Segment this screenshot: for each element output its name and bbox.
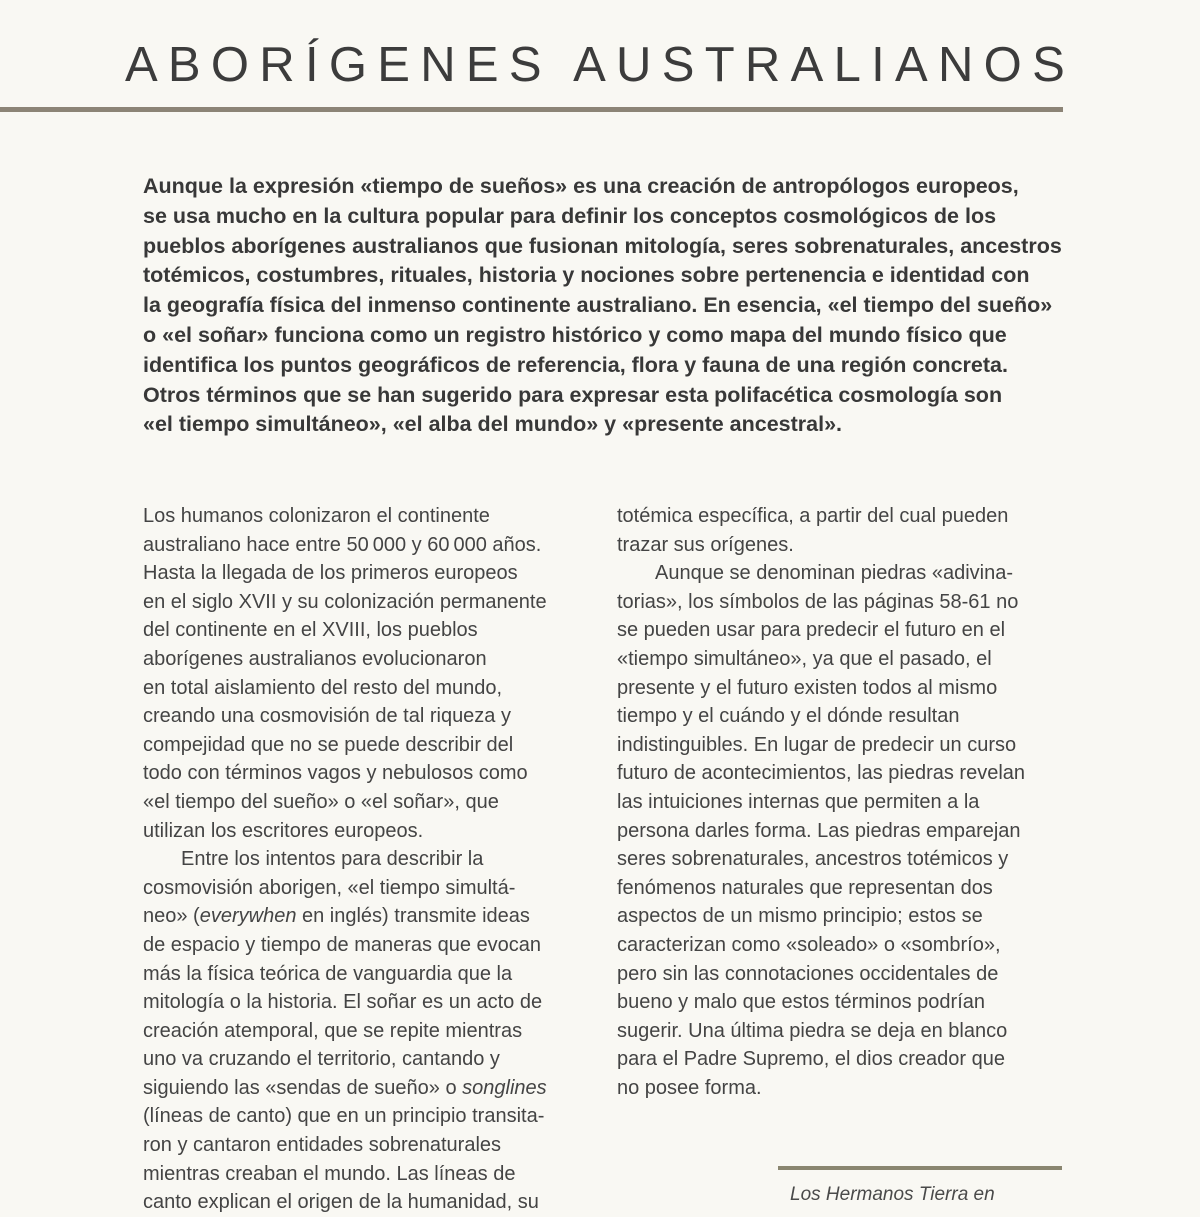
top-divider: [0, 107, 1063, 112]
right-column-text: totémica específica, a partir del cual pueden trazar sus orígenes. Aunque se denominan piedras «adivina- torias», los símbolos de las páginas 58-61 no se pueden usar para predecir el futuro en el «tiempo simultáneo», ya que el pasado, el presente y el futuro existen todos al mismo tiempo y el cuándo y el dónde resultan indistinguibles. En lugar de predecir un curso futuro de acontecimientos, las piedras revelan las intuiciones internas que permiten a la persona darles forma. Las piedras emparejan seres sobrenaturales, ancestros totémicos y fenómenos naturales que representan dos aspectos de un mismo principio; estos se caracterizan como «soleado» o «sombrío», pero sin las connotaciones occidentales de bueno y malo que estos términos podrían sugerir. Una última piedra se deja en blanco para el Padre Supremo, el dios creador que no posee forma.: [617, 505, 1026, 1099]
intro-paragraph: Aunque la expresión «tiempo de sueños» es una creación de antropólogos europeos, se usa mucho en la cultura popular para definir los conceptos cosmológicos de los pueblos aborígenes australianos que fusionan mitología, seres sobrenaturales, ancestros totémicos, costumbres, rituales, historia y nociones sobre pertenencia e identidad con la geografía física del inmenso continente australiano. En esencia, «el tiempo del sueño» o «el soñar» funciona como un registro histórico y como mapa del mundo físico que identifica los puntos geográficos de referencia, flora y fauna de una región concreta. Otros términos que se han sugerido para expresar esta polifacética cosmología son «el tiempo simultáneo», «el alba del mundo» y «presente ancestral».: [143, 174, 1062, 437]
page-title: ABORÍGENES AUSTRALIANOS: [124, 37, 1076, 92]
image-caption: Los Hermanos Tierra en: [790, 1184, 995, 1206]
left-column: Los humanos colonizaron el continente australiano hace entre 50 000 y 60 000 años. Hasta la llegada de los primeros europeos en el siglo XVII y su colonización permanente del continente en el XVIII, los pueblos aborígenes australianos evolucionaron en total aislamiento del resto del mundo, creando una cosmovisión de tal riqueza y compejidad que no se puede describir del todo con términos vagos y nebulosos como «el tiempo del sueño» o «el soñar», que utilizan los escritores europeos. Entre los intentos para describir la cosmovisión aborigen, «el tiempo simultá- neo» (everywhen en inglés) transmite ideas de espacio y tiempo de maneras que evocan más la física teórica de vanguardia que la mitología o la historia. El soñar es un acto de creación atemporal, que se repite mientras uno va cruzando el territorio, cantando y siguiendo las «sendas de sueño» o songlines (líneas de canto) que en un principio transita- ron y cantaron entidades sobrenaturales mientras creaban el mundo. Las líneas de canto explican el origen de la humanidad, su: [143, 505, 547, 1214]
right-column: [617, 502, 1072, 1210]
caption-divider: [778, 1166, 1062, 1170]
